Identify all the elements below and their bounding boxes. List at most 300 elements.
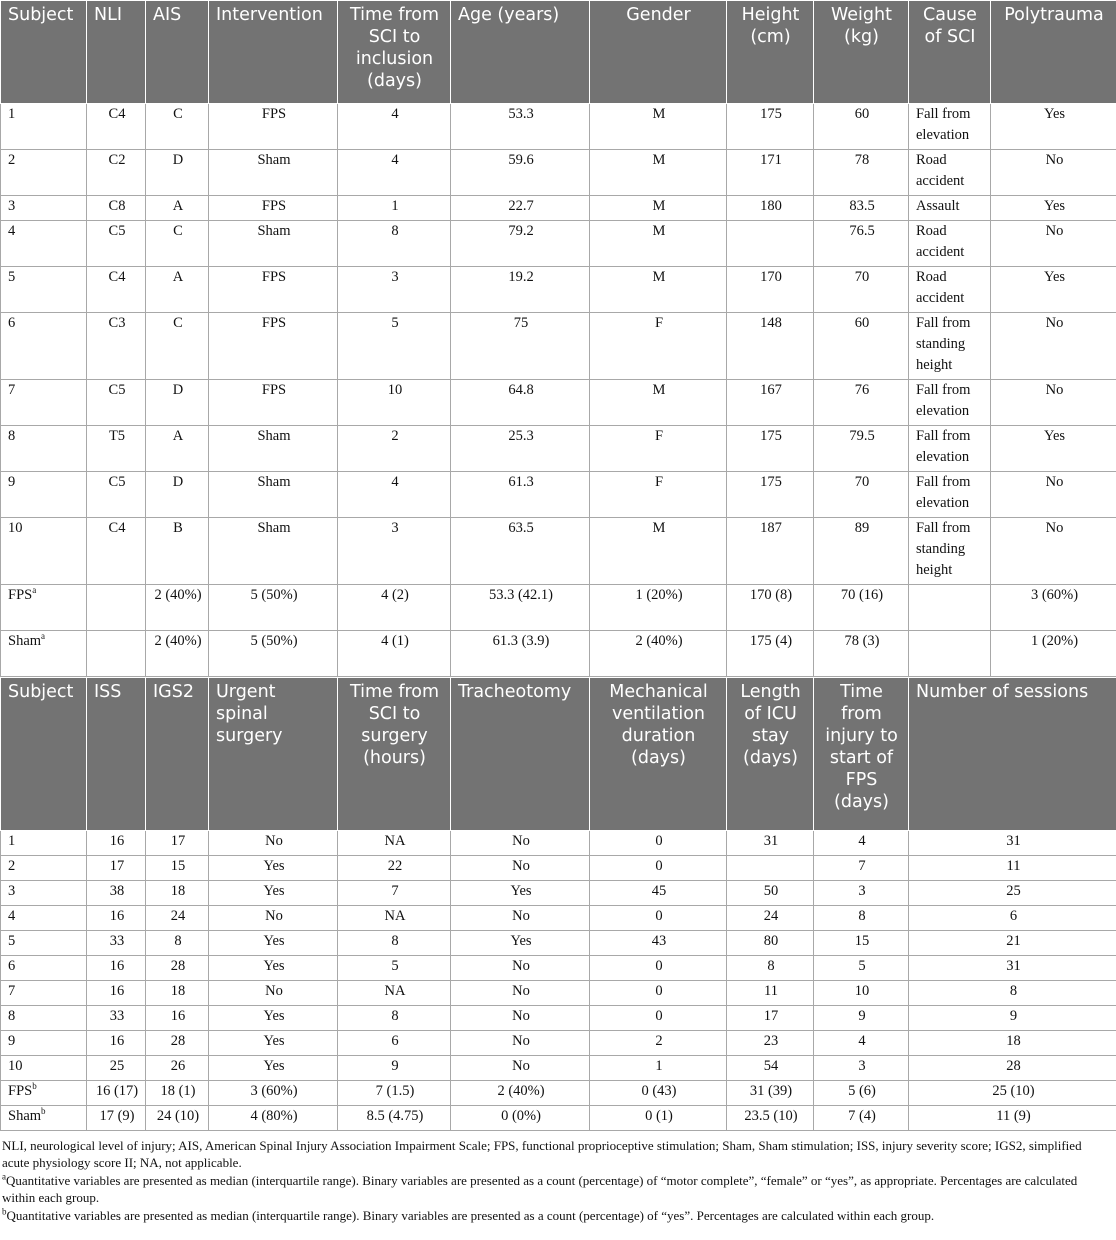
summary-cell: 16 (17) xyxy=(87,1081,146,1106)
summary-cell: 1 (20%) xyxy=(590,585,727,631)
summary-cell: 0 (1) xyxy=(590,1106,727,1131)
table-cell: 1 xyxy=(1,104,87,150)
table-cell: 0 xyxy=(590,956,727,981)
table-cell: 18 xyxy=(146,981,209,1006)
table-cell: FPS xyxy=(209,267,338,313)
table-cell: 5 xyxy=(1,267,87,313)
summary-cell: 61.3 (3.9) xyxy=(451,631,590,677)
table-cell: No xyxy=(991,380,1116,426)
column-header: Height (cm) xyxy=(727,1,814,104)
table-cell: 2 xyxy=(1,856,87,881)
table-cell: 0 xyxy=(590,1006,727,1031)
table-cell: 9 xyxy=(814,1006,909,1031)
column-header: AIS xyxy=(146,1,209,104)
table-cell: No xyxy=(451,1031,590,1056)
table-cell: 9 xyxy=(1,472,87,518)
summary-label: FPS xyxy=(8,1083,33,1099)
table-cell: 3 xyxy=(338,267,451,313)
table-cell: Sham xyxy=(209,472,338,518)
table-cell: No xyxy=(991,221,1116,267)
table-notes xyxy=(0,1131,1116,1224)
table-cell: 80 xyxy=(727,931,814,956)
column-header: Number of sessions xyxy=(909,678,1116,831)
table-cell: Fall from standing height xyxy=(909,518,991,585)
column-header: Age (years) xyxy=(451,1,590,104)
table-row xyxy=(1,831,1116,856)
table-cell: 4 xyxy=(338,472,451,518)
table-cell: 8 xyxy=(338,221,451,267)
table-cell: 0 xyxy=(590,906,727,931)
table-cell: 43 xyxy=(590,931,727,956)
table-cell: FPS xyxy=(209,104,338,150)
clinical-table-body xyxy=(1,831,1116,1131)
column-header: Cause of SCI xyxy=(909,1,991,104)
table-cell: 9 xyxy=(338,1056,451,1081)
table-cell: C4 xyxy=(87,518,146,585)
table-cell: No xyxy=(209,906,338,931)
summary-label-cell xyxy=(1,1081,87,1106)
table-cell: 6 xyxy=(1,956,87,981)
footnote-marker: b xyxy=(41,1106,46,1117)
table-cell: 16 xyxy=(87,956,146,981)
table-cell: M xyxy=(590,104,727,150)
table-row xyxy=(1,1031,1116,1056)
table-cell: 78 xyxy=(814,150,909,196)
table-cell: 3 xyxy=(1,196,87,221)
table-cell: 22.7 xyxy=(451,196,590,221)
table-cell: Yes xyxy=(209,881,338,906)
table-cell: 70 xyxy=(814,267,909,313)
column-header: ISS xyxy=(87,678,146,831)
table-cell: No xyxy=(991,313,1116,380)
table-cell: 24 xyxy=(727,906,814,931)
table-row xyxy=(1,196,1116,221)
table-cell: 8 xyxy=(1,426,87,472)
table-cell: 16 xyxy=(87,1031,146,1056)
table-cell: 3 xyxy=(338,518,451,585)
table-cell: C8 xyxy=(87,196,146,221)
table-cell: 10 xyxy=(1,1056,87,1081)
table-cell: Road accident xyxy=(909,267,991,313)
table-cell: No xyxy=(451,981,590,1006)
table-cell: F xyxy=(590,313,727,380)
table-header-row xyxy=(1,678,1116,831)
table-cell: 9 xyxy=(909,1006,1116,1031)
table-cell: 23 xyxy=(727,1031,814,1056)
table-cell: 28 xyxy=(146,1031,209,1056)
table-row xyxy=(1,150,1116,196)
summary-cell: 5 (50%) xyxy=(209,585,338,631)
table-cell: Fall from elevation xyxy=(909,104,991,150)
table-cell: 10 xyxy=(1,518,87,585)
table-cell: 4 xyxy=(814,1031,909,1056)
table-row xyxy=(1,906,1116,931)
table-cell: Yes xyxy=(209,856,338,881)
column-header: Time from SCI to inclusion (days) xyxy=(338,1,451,104)
table-cell: 9 xyxy=(1,1031,87,1056)
table-cell: 25.3 xyxy=(451,426,590,472)
table-cell: Road accident xyxy=(909,150,991,196)
column-header: Time from injury to start of FPS (days) xyxy=(814,678,909,831)
summary-cell: 2 (40%) xyxy=(451,1081,590,1106)
table-cell: 16 xyxy=(146,1006,209,1031)
summary-cell: 8.5 (4.75) xyxy=(338,1106,451,1131)
table-cell: 10 xyxy=(338,380,451,426)
table-cell: C5 xyxy=(87,472,146,518)
table-cell: No xyxy=(451,956,590,981)
table-cell: 28 xyxy=(146,956,209,981)
summary-cell: 170 (8) xyxy=(727,585,814,631)
summary-cell: 17 (9) xyxy=(87,1106,146,1131)
table-cell: Yes xyxy=(991,104,1116,150)
table-cell: 3 xyxy=(814,881,909,906)
table-cell: No xyxy=(451,1006,590,1031)
table-cell: Yes xyxy=(991,426,1116,472)
summary-cell: 23.5 (10) xyxy=(727,1106,814,1131)
table-cell: 26 xyxy=(146,1056,209,1081)
table-cell: 7 xyxy=(1,380,87,426)
table-cell: T5 xyxy=(87,426,146,472)
table-cell: 11 xyxy=(909,856,1116,881)
table-cell: 59.6 xyxy=(451,150,590,196)
table-cell: A xyxy=(146,426,209,472)
summary-label: Sham xyxy=(8,633,42,649)
table-cell: Fall from elevation xyxy=(909,426,991,472)
table-cell: 4 xyxy=(338,150,451,196)
table-cell: 5 xyxy=(338,313,451,380)
summary-cell: 18 (1) xyxy=(146,1081,209,1106)
table-cell: M xyxy=(590,380,727,426)
table-row xyxy=(1,104,1116,150)
table-cell: C2 xyxy=(87,150,146,196)
table-cell: 83.5 xyxy=(814,196,909,221)
table-row xyxy=(1,380,1116,426)
table-row xyxy=(1,956,1116,981)
table-cell: F xyxy=(590,472,727,518)
table-cell: 63.5 xyxy=(451,518,590,585)
table-cell: 180 xyxy=(727,196,814,221)
summary-label-cell xyxy=(1,631,87,677)
table-cell: 18 xyxy=(909,1031,1116,1056)
footnote-marker: a xyxy=(32,585,37,596)
table-cell: 33 xyxy=(87,931,146,956)
table-cell: 60 xyxy=(814,313,909,380)
table-header-row xyxy=(1,1,1116,104)
table-cell: 4 xyxy=(1,221,87,267)
table-cell: C4 xyxy=(87,267,146,313)
table-cell: Yes xyxy=(451,881,590,906)
column-header: Subject xyxy=(1,1,87,104)
table-cell: 187 xyxy=(727,518,814,585)
table-cell: 8 xyxy=(338,1006,451,1031)
table-row xyxy=(1,881,1116,906)
summary-cell: 2 (40%) xyxy=(146,631,209,677)
table-cell: No xyxy=(991,518,1116,585)
summary-row xyxy=(1,631,1116,677)
table-cell: 3 xyxy=(1,881,87,906)
table-cell: 8 xyxy=(909,981,1116,1006)
footnote-marker: a xyxy=(2,1171,6,1182)
table-cell: 25 xyxy=(87,1056,146,1081)
table-cell: 22 xyxy=(338,856,451,881)
table-cell: 45 xyxy=(590,881,727,906)
summary-cell: 25 (10) xyxy=(909,1081,1116,1106)
table-cell: 50 xyxy=(727,881,814,906)
table-row xyxy=(1,1006,1116,1031)
table-row xyxy=(1,1056,1116,1081)
table-cell: 21 xyxy=(909,931,1116,956)
footnote-marker: a xyxy=(41,631,46,642)
summary-cell: 24 (10) xyxy=(146,1106,209,1131)
table-cell: No xyxy=(209,831,338,856)
table-cell: M xyxy=(590,518,727,585)
column-header: Length of ICU stay (days) xyxy=(727,678,814,831)
summary-cell: 2 (40%) xyxy=(146,585,209,631)
column-header: Time from SCI to surgery (hours) xyxy=(338,678,451,831)
demographics-table-body xyxy=(1,104,1116,677)
table-cell: No xyxy=(451,856,590,881)
table-cell: NA xyxy=(338,831,451,856)
table-cell: 75 xyxy=(451,313,590,380)
table-cell: 167 xyxy=(727,380,814,426)
summary-cell xyxy=(87,631,146,677)
table-cell: Yes xyxy=(209,931,338,956)
table-cell: 5 xyxy=(1,931,87,956)
footnote-b xyxy=(2,1207,1112,1224)
table-cell: 0 xyxy=(590,981,727,1006)
summary-cell: 7 (4) xyxy=(814,1106,909,1131)
footnote-text: Quantitative variables are presented as median (interquartile range). Binary variables are presented as a count (percentage) of “motor complete”, “female” or “yes”, as appropriate. Percentages are calculated within each group. xyxy=(2,1173,1078,1205)
column-header: Subject xyxy=(1,678,87,831)
table-cell: Yes xyxy=(209,956,338,981)
table-cell: 76.5 xyxy=(814,221,909,267)
table-cell: Yes xyxy=(991,267,1116,313)
table-cell: Assault xyxy=(909,196,991,221)
table-cell: 5 xyxy=(338,956,451,981)
table-cell: 38 xyxy=(87,881,146,906)
table-cell: No xyxy=(451,1056,590,1081)
table-cell: 175 xyxy=(727,104,814,150)
table-cell: 11 xyxy=(727,981,814,1006)
table-cell: 31 xyxy=(909,956,1116,981)
table-cell: 8 xyxy=(727,956,814,981)
summary-cell: 0 (0%) xyxy=(451,1106,590,1131)
column-header: Intervention xyxy=(209,1,338,104)
table-cell xyxy=(727,221,814,267)
table-cell: No xyxy=(451,831,590,856)
table-row xyxy=(1,426,1116,472)
table-cell: 70 xyxy=(814,472,909,518)
summary-cell xyxy=(909,585,991,631)
table-cell: 1 xyxy=(338,196,451,221)
summary-cell: 5 (50%) xyxy=(209,631,338,677)
table-cell: 8 xyxy=(146,931,209,956)
table-cell: 15 xyxy=(146,856,209,881)
table-cell: 60 xyxy=(814,104,909,150)
table-cell: M xyxy=(590,221,727,267)
table-cell: Yes xyxy=(209,1056,338,1081)
table-cell: 17 xyxy=(146,831,209,856)
table-cell: 175 xyxy=(727,426,814,472)
table-cell: C xyxy=(146,104,209,150)
table-row xyxy=(1,472,1116,518)
table-cell: Yes xyxy=(209,1031,338,1056)
table-cell: 2 xyxy=(590,1031,727,1056)
table-cell: 17 xyxy=(87,856,146,881)
table-cell: 2 xyxy=(1,150,87,196)
table-cell: 79.2 xyxy=(451,221,590,267)
column-header: Gender xyxy=(590,1,727,104)
summary-row xyxy=(1,585,1116,631)
table-cell: 171 xyxy=(727,150,814,196)
table-cell: 4 xyxy=(1,906,87,931)
table-cell: B xyxy=(146,518,209,585)
table-cell: 6 xyxy=(909,906,1116,931)
table-cell: 8 xyxy=(814,906,909,931)
clinical-table xyxy=(0,677,1116,1131)
table-cell: 7 xyxy=(1,981,87,1006)
table-cell: 0 xyxy=(590,856,727,881)
table-row xyxy=(1,931,1116,956)
column-header: Urgent spinal surgery xyxy=(209,678,338,831)
table-cell: 76 xyxy=(814,380,909,426)
table-cell: Sham xyxy=(209,150,338,196)
table-cell: 8 xyxy=(1,1006,87,1031)
table-cell: 16 xyxy=(87,906,146,931)
table-cell: NA xyxy=(338,981,451,1006)
summary-cell: 4 (80%) xyxy=(209,1106,338,1131)
table-cell: 3 xyxy=(814,1056,909,1081)
table-cell: 33 xyxy=(87,1006,146,1031)
table-cell: 4 xyxy=(338,104,451,150)
table-cell: 1 xyxy=(590,1056,727,1081)
column-header: Weight (kg) xyxy=(814,1,909,104)
table-cell: D xyxy=(146,380,209,426)
table-cell: 31 xyxy=(727,831,814,856)
footnote-marker: b xyxy=(2,1206,7,1217)
table-cell: 4 xyxy=(814,831,909,856)
table-cell: Fall from elevation xyxy=(909,472,991,518)
summary-cell: 1 (20%) xyxy=(991,631,1116,677)
table-cell: 53.3 xyxy=(451,104,590,150)
footnote-a xyxy=(2,1172,1112,1206)
summary-label: FPS xyxy=(8,587,33,603)
summary-cell: 4 (2) xyxy=(338,585,451,631)
column-header: NLI xyxy=(87,1,146,104)
summary-cell: 0 (43) xyxy=(590,1081,727,1106)
table-cell: FPS xyxy=(209,380,338,426)
table-cell: M xyxy=(590,150,727,196)
table-cell: 16 xyxy=(87,831,146,856)
summary-cell: 31 (39) xyxy=(727,1081,814,1106)
table-cell: 16 xyxy=(87,981,146,1006)
table-cell: A xyxy=(146,196,209,221)
summary-cell: 175 (4) xyxy=(727,631,814,677)
table-cell: 24 xyxy=(146,906,209,931)
column-header: Tracheotomy xyxy=(451,678,590,831)
summary-cell: 3 (60%) xyxy=(991,585,1116,631)
summary-cell: 53.3 (42.1) xyxy=(451,585,590,631)
table-cell: A xyxy=(146,267,209,313)
table-cell: 18 xyxy=(146,881,209,906)
table-cell: 15 xyxy=(814,931,909,956)
table-cell: 17 xyxy=(727,1006,814,1031)
table-row xyxy=(1,856,1116,881)
table-cell: Sham xyxy=(209,221,338,267)
table-cell: Sham xyxy=(209,518,338,585)
summary-label-cell xyxy=(1,585,87,631)
table-cell: 89 xyxy=(814,518,909,585)
table-cell: 6 xyxy=(1,313,87,380)
table-cell: F xyxy=(590,426,727,472)
table-cell: 7 xyxy=(338,881,451,906)
table-cell: C xyxy=(146,221,209,267)
table-cell: 79.5 xyxy=(814,426,909,472)
table-row xyxy=(1,313,1116,380)
table-cell: Yes xyxy=(209,1006,338,1031)
column-header: Polytrauma xyxy=(991,1,1116,104)
table-cell: Sham xyxy=(209,426,338,472)
table-cell: 175 xyxy=(727,472,814,518)
table-cell: D xyxy=(146,150,209,196)
table-cell: C5 xyxy=(87,380,146,426)
summary-cell: 5 (6) xyxy=(814,1081,909,1106)
summary-cell: 4 (1) xyxy=(338,631,451,677)
table-cell: 19.2 xyxy=(451,267,590,313)
table-cell: 170 xyxy=(727,267,814,313)
summary-cell: 7 (1.5) xyxy=(338,1081,451,1106)
summary-row xyxy=(1,1081,1116,1106)
table-cell: 1 xyxy=(1,831,87,856)
table-cell xyxy=(727,856,814,881)
table-cell: Yes xyxy=(451,931,590,956)
table-cell: C3 xyxy=(87,313,146,380)
table-cell: 31 xyxy=(909,831,1116,856)
summary-label: Sham xyxy=(8,1108,42,1124)
table-cell: Road accident xyxy=(909,221,991,267)
table-cell: Fall from elevation xyxy=(909,380,991,426)
table-cell: Yes xyxy=(991,196,1116,221)
table-cell: C4 xyxy=(87,104,146,150)
table-cell: No xyxy=(991,150,1116,196)
table-cell: 61.3 xyxy=(451,472,590,518)
table-row xyxy=(1,267,1116,313)
summary-cell xyxy=(87,585,146,631)
table-cell: M xyxy=(590,196,727,221)
column-header: IGS2 xyxy=(146,678,209,831)
table-cell: Fall from standing height xyxy=(909,313,991,380)
summary-cell: 3 (60%) xyxy=(209,1081,338,1106)
table-row xyxy=(1,221,1116,267)
table-cell: No xyxy=(209,981,338,1006)
table-cell: C xyxy=(146,313,209,380)
summary-cell: 78 (3) xyxy=(814,631,909,677)
table-cell: 148 xyxy=(727,313,814,380)
table-cell: 8 xyxy=(338,931,451,956)
footnote-marker: b xyxy=(32,1081,37,1092)
table-cell: NA xyxy=(338,906,451,931)
summary-cell xyxy=(909,631,991,677)
table-cell: 2 xyxy=(338,426,451,472)
footnote-text: Quantitative variables are presented as median (interquartile range). Binary variables are presented as a count (percentage) of “yes”. Percentages are calculated within each group. xyxy=(6,1208,935,1223)
table-cell: FPS xyxy=(209,196,338,221)
abbreviations-note: NLI, neurological level of injury; AIS, American Spinal Injury Association Impairment Scale; FPS, functional proprioceptive stimulation; Sham, Sham stimulation; ISS, injury severity score; IGS2, simplified acute physiology score II; NA, not applicable. xyxy=(2,1138,1082,1170)
table-cell: 28 xyxy=(909,1056,1116,1081)
table-cell: D xyxy=(146,472,209,518)
table-cell: 64.8 xyxy=(451,380,590,426)
table-row xyxy=(1,981,1116,1006)
table-row xyxy=(1,518,1116,585)
